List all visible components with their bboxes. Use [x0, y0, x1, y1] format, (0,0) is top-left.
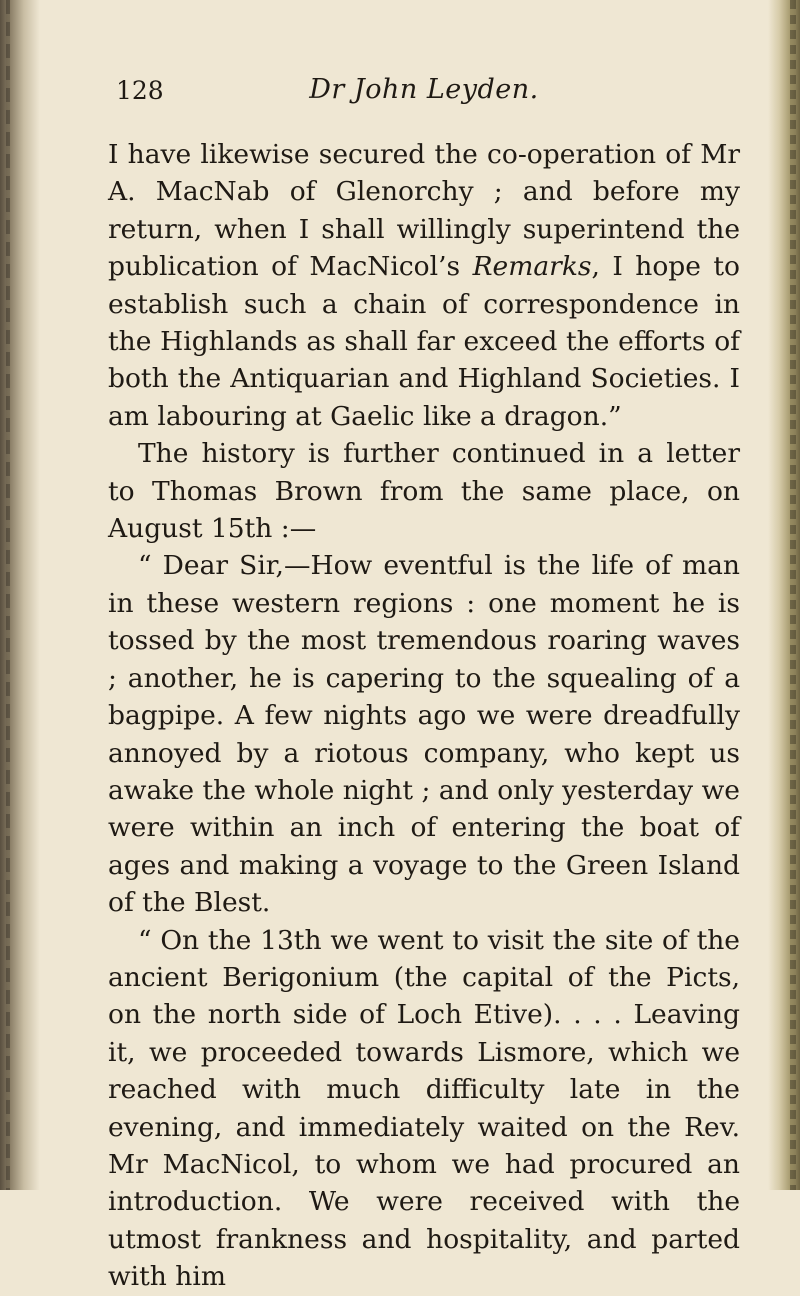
book-gutter-shadow: [0, 0, 40, 1190]
remarks-title: Remarks: [472, 251, 592, 283]
running-head: [108, 70, 740, 110]
body-text: [108, 136, 740, 1296]
paragraph-1-start: I have likewise secured the co-operation of Mr A. MacNab of Glenorchy ; and before my return, when I shall willingly superintend the publication of MacNicol’s: [108, 139, 740, 283]
running-title: Dr John Leyden.: [309, 74, 539, 105]
paragraph-4: “ On the 13th we went to visit the site of the ancient Berigonium (the capital of the Picts, on the north side of Loch Etive). . . . Leaving it, we proceeded towards Lismore, which we reached with much difficulty late in the evening, and immediately waited on the Rev. Mr MacNicol, to whom we had procured an introduction. We were received with the utmost frankness and hospitality, and parted with him: [108, 924, 740, 1293]
paragraph-1-end: , I hope to establish such a chain of correspondence in the Highlands as shall far exceed the efforts of both the Antiquarian and Highland Societies. I am labouring at Gaelic like a dragon.”: [108, 251, 741, 432]
paragraph-2: The history is further continued in a letter to Thomas Brown from the same place, on August 15th :—: [108, 438, 740, 545]
paragraph-3: “ Dear Sir,—How eventful is the life of man in these western regions : one moment he is tossed by the most tremendous roaring waves ; another, he is capering to the squealing of a bagpipe. A few nights ago we were dreadfully annoyed by a riotous company, who kept us awake the whole night ; and only yesterday we were within an inch of entering the boat of ages and making a voyage to the Green Island of the Blest.: [108, 550, 740, 919]
page-edge-shadow: [768, 0, 800, 1190]
book-page: [108, 70, 740, 1296]
page-number: 128: [116, 76, 164, 105]
paragraph-1: [108, 136, 740, 435]
